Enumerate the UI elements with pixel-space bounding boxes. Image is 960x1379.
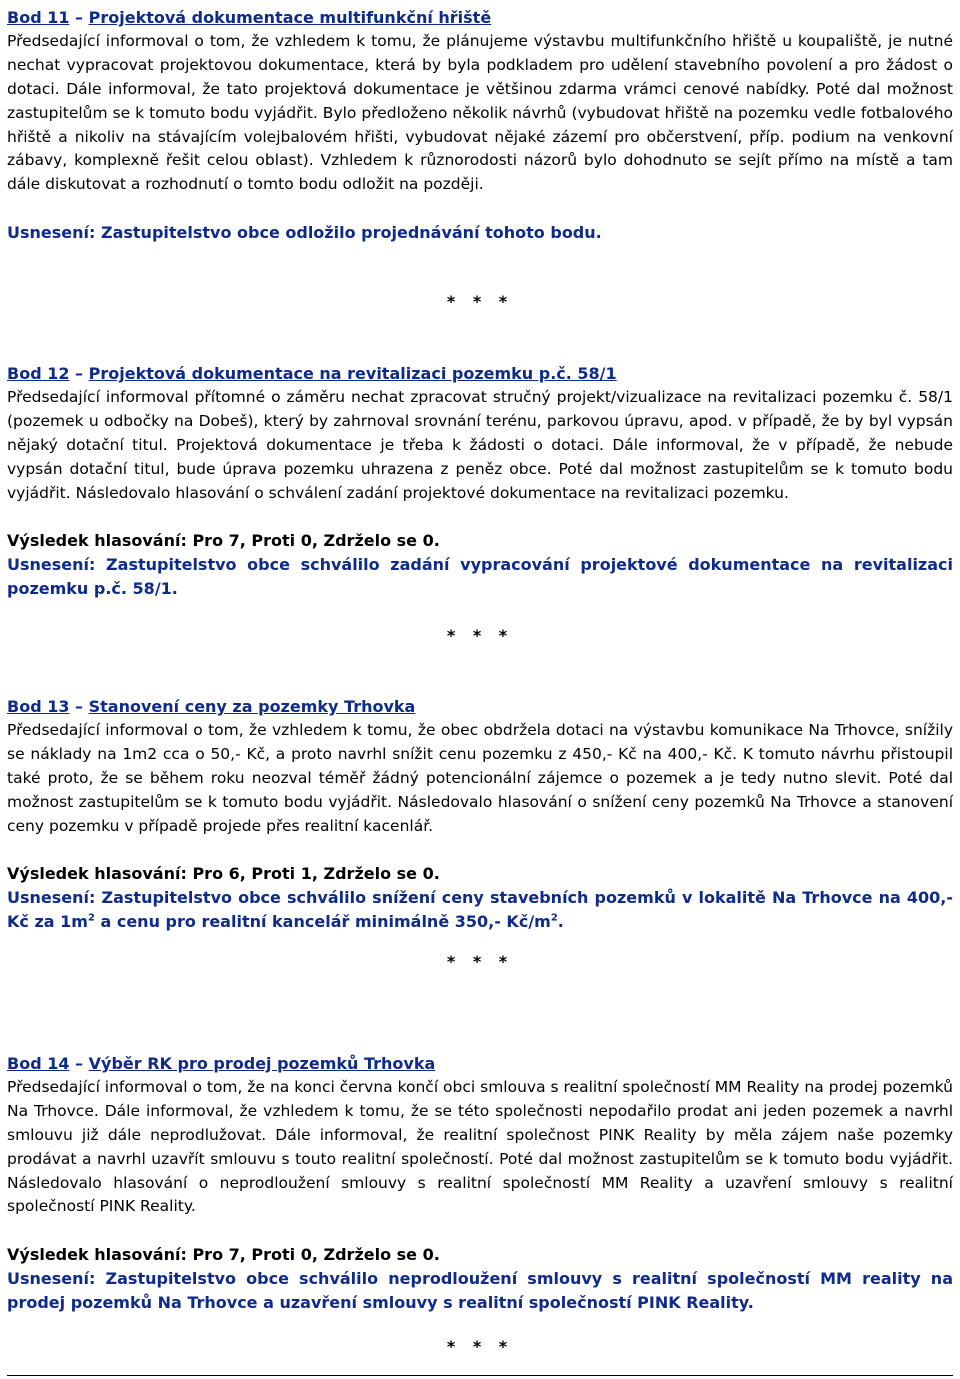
section-bod-12: [7, 362, 953, 601]
resolution-text: Usnesení: Zastupitelstvo obce schválilo zadání vypracování projektové dokumentace na revitalizaci pozemku p.č. 58/1.: [7, 555, 953, 599]
vote-result: Výsledek hlasování: Pro 6, Proti 1, Zdrželo se 0.: [7, 864, 440, 884]
section-number: Bod 14: [7, 1054, 70, 1073]
section-bod-13: [7, 695, 953, 934]
heading-dash: –: [69, 697, 89, 716]
section-number: Bod 11: [7, 8, 70, 27]
resolution-text: Usnesení: Zastupitelstvo obce odložilo projednávání tohoto bodu.: [7, 223, 602, 243]
section-bod-14: [7, 1052, 953, 1315]
section-heading: [7, 1052, 953, 1076]
superscript: 2: [550, 912, 558, 924]
section-bod-11: [7, 6, 953, 245]
section-paragraph: Předsedající informoval přítomné o záměru nechat zpracovat stručný projekt/vizualizace na revitalizaci pozemku č. 58/1 (pozemek u odbočky na Dobeš), který by zahrnoval srovnání terénu, parkovou úpravu, apod. v případě, že by byl vypsán nějaký dotační titul. Projektová dokumentace je třeba k žádosti o dotaci. Dále informoval, že v případě, že nebude vypsán dotační titul, bude úprava pozemku uhrazena z peněz obce. Poté dal možnost zastupitelům se k tomuto bodu vyjádřit. Následovalo hlasování o schválení zadání projektové dokumentace na revitalizaci pozemku.: [7, 387, 953, 502]
section-heading: [7, 362, 953, 386]
section-paragraph: Předsedající informoval o tom, že na konci června končí obci smlouva s realitní společností MM Reality na prodej pozemků Na Trhovce. Dále informoval, že vzhledem k tomu, že se této společnosti nepodařilo prodat ani jeden pozemek a navrhl smlouvu již dále neprodlužovat. Dále informoval, že realitní společnost PINK Reality by měla zájem naše pozemky prodávat a navrhl uzavřít smlouvu s touto realitní společností. Poté dal možnost zastupitelům se k tomuto bodu vyjádřit. Následovalo hlasování o neprodloužení smlouvy s realitní společností MM Reality a uzavření smlouvy s realitní společností PINK Reality.: [7, 1077, 953, 1216]
section-number: Bod 13: [7, 697, 70, 716]
section-title: Stanovení ceny za pozemky Trhovka: [88, 697, 416, 716]
resolution-part: .: [557, 912, 564, 932]
section-heading: [7, 6, 953, 30]
separator-stars: * * *: [446, 626, 514, 645]
section-heading: [7, 695, 953, 719]
footer-divider: [7, 1375, 953, 1376]
vote-result: Výsledek hlasování: Pro 7, Proti 0, Zdrželo se 0.: [7, 531, 440, 551]
resolution-part: a cenu pro realitní kancelář minimálně 350,- Kč/m: [94, 912, 551, 932]
section-title: Projektová dokumentace multifunkční hřiště: [88, 8, 492, 27]
resolution-text: [7, 886, 953, 934]
separator-stars: * * *: [446, 952, 514, 971]
separator-stars: * * *: [446, 1337, 514, 1356]
resolution-text: Usnesení: Zastupitelstvo obce schválilo neprodloužení smlouvy s realitní společností MM reality na prodej pozemků Na Trhovce a uzavření smlouvy s realitní společností PINK Reality.: [7, 1269, 953, 1313]
heading-dash: –: [69, 364, 89, 383]
resolution-part: Usnesení: Zastupitelstvo obce schválilo snížení ceny stavebních pozemků v lokalitě Na Trhovce na 400,- Kč za 1m: [7, 888, 953, 932]
section-number: Bod 12: [7, 364, 70, 383]
heading-dash: –: [69, 8, 89, 27]
section-title: Projektová dokumentace na revitalizaci pozemku p.č. 58/1: [88, 364, 617, 383]
section-paragraph: Předsedající informoval o tom, že vzhledem k tomu, že obec obdržela dotaci na výstavbu komunikace Na Trhovce, snížily se náklady na 1m2 cca o 50,- Kč, a proto navrhl snížit cenu pozemku z 450,- Kč na 400,- Kč. K tomuto návrhu přistoupil také proto, že se během roku neozval téměř žádný potencionální zájemce o pozemek a je tedy nutno slevit. Poté dal možnost zastupitelům se k tomuto bodu vyjádřit. Následovalo hlasování o snížení ceny pozemků Na Trhovce a stanovení ceny pozemku v případě projede přes realitní kacenlář.: [7, 720, 953, 835]
separator-stars: * * *: [446, 292, 514, 311]
vote-result: Výsledek hlasování: Pro 7, Proti 0, Zdrželo se 0.: [7, 1245, 440, 1265]
section-paragraph: Předsedající informoval o tom, že vzhledem k tomu, že plánujeme výstavbu multifunkčního hřiště u koupaliště, je nutné nechat vypracovat projektovou dokumentace, která by byla podkladem pro udělení stavebního povolení a pro žádost o dotaci. Dále informoval, že tato projektová dokumentace je většinou zdarma vrámci cenové nabídky. Poté dal možnost zastupitelům se k tomuto bodu vyjádřit. Bylo předloženo několik návrhů (vybudovat hřiště na pozemku vedle fotbalového hřiště a nikoliv na stávajícím volejbalovém hřišti, vybudovat nějaké zázemí pro občerstvení, příp. podium na venkovní zábavy, komplexně řešit celou oblast). Vzhledem k různorodosti názorů bylo dohodnuto se sejít přímo na místě a tam dále diskutovat a rozhodnutí o tomto bodu odložit na později.: [7, 31, 953, 194]
section-title: Výběr RK pro prodej pozemků Trhovka: [88, 1054, 436, 1073]
heading-dash: –: [69, 1054, 89, 1073]
superscript: 2: [87, 912, 95, 924]
